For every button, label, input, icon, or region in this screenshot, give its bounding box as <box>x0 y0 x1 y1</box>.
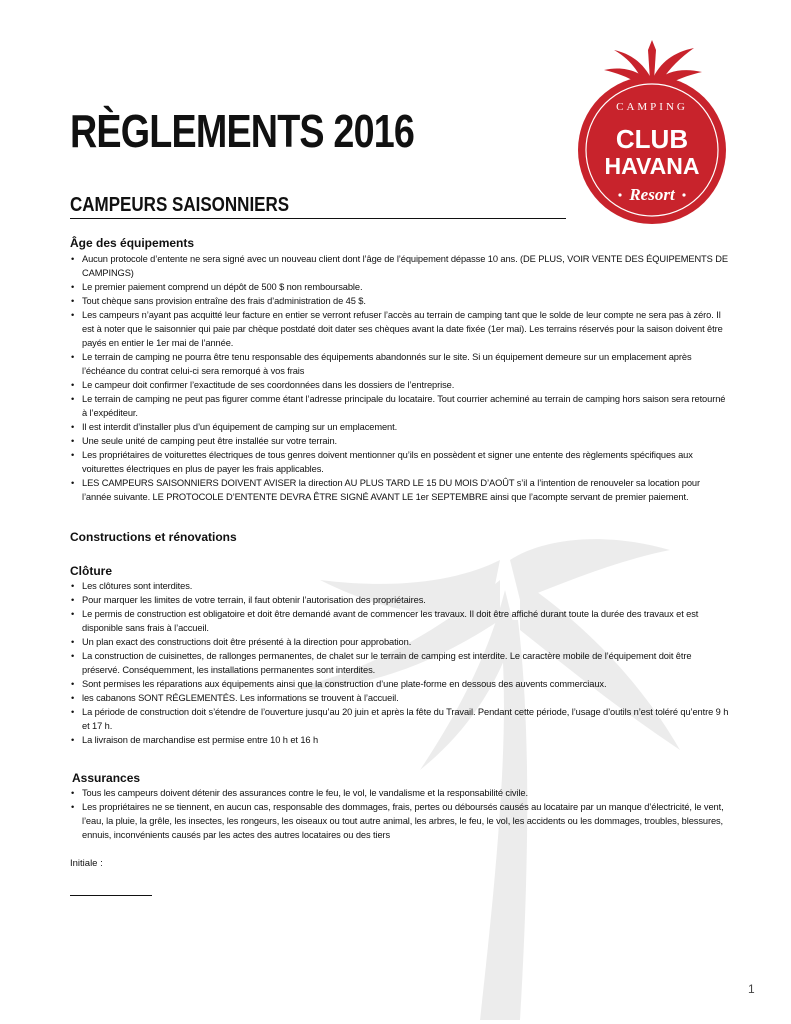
logo-club-text: CLUB <box>615 124 689 154</box>
rule-item: • Une seule unité de camping peut être installée sur votre terrain. <box>70 434 730 448</box>
rule-item: • Le premier paiement comprend un dépôt de 500 $ non remboursable. <box>70 280 730 294</box>
rule-item: • Le permis de construction est obligatoire et doit être demandé avant de commencer les travaux. Il doit être affiché durant toute la durée des travaux et est disponible sans frais à l’accueil. <box>70 607 730 635</box>
initial-signature-line[interactable] <box>70 895 152 896</box>
section-title-assurances: Assurances <box>72 771 141 785</box>
rule-item: • Les campeurs n’ayant pas acquitté leur facture en entier se verront refuser l’accès au terrain de camping tant que le solde de leur compte ne sera pas à zéro. Il est à noter que le saisonnier qui paie par chèque postdaté doit dater ses chèques avant la date fixée (1er mai). Les terrains réservés pour la saison doivent être payés en entier le 1er mai de l’année. <box>70 308 730 350</box>
rule-item: • les cabanons SONT RÉGLEMENTÉS. Les informations se trouvent à l’accueil. <box>70 691 730 705</box>
rule-item: • Le terrain de camping ne pourra être tenu responsable des équipements abandonnés sur le site. Si un équipement demeure sur un emplacement après l’échéance du contrat celui-ci sera remorqué à vos frais <box>70 350 730 378</box>
rule-item: • Un plan exact des constructions doit être présenté à la direction pour approbation. <box>70 635 730 649</box>
rule-item: • Les clôtures sont interdites. <box>70 579 730 593</box>
logo-havana-text: HAVANA <box>604 153 700 179</box>
logo-dot-left <box>618 193 621 196</box>
rule-item: • LES CAMPEURS SAISONNIERS DOIVENT AVISER la direction AU PLUS TARD LE 15 DU MOIS D’AOÛT s’il a l’intention de renouveler sa location pour l’année suivante. LE PROTOCOLE D’ENTENTE DEVRA ÊTRE SIGNÉ AVANT LE 1er SEPTEMBRE ainsi que l’acompte servant de premier paiement. <box>70 476 730 504</box>
logo-resort-text: Resort <box>629 185 675 204</box>
rule-item: • Tout chèque sans provision entraîne des frais d’administration de 45 $. <box>70 294 730 308</box>
club-havana-logo <box>574 36 730 228</box>
page-title: RÈGLEMENTS 2016 <box>70 105 415 157</box>
logo-camping-text: CAMPING <box>616 101 688 113</box>
page-number: 1 <box>748 982 755 996</box>
cloture-rules-list <box>70 579 730 747</box>
rule-item: • Le campeur doit confirmer l’exactitude de ses coordonnées dans les dossiers de l’entreprise. <box>70 378 730 392</box>
section-title-cloture: Clôture <box>70 564 112 578</box>
subtitle-block <box>70 194 566 219</box>
rule-item: • Les propriétaires ne se tiennent, en aucun cas, responsable des dommages, frais, pertes ou déboursés causés au locataire par un manque d’électricité, le vent, l’eau, la pluie, la grêle, les insectes, les rongeurs, les oiseaux ou tout autre animal, les arbres, le feu, le vol, les accidents ou les dommages, troubles, blessures, ennuis, inconvénients causés par les actes des autres locataires ou des tiers <box>70 800 730 842</box>
section-title-age: Âge des équipements <box>70 236 195 250</box>
rule-item: • La période de construction doit s’étendre de l’ouverture jusqu’au 20 juin et après la fête du Travail. Pendant cette période, l’usage d’outils n’est toléré qu’entre 9 h et 17 h. <box>70 705 730 733</box>
page-subtitle: CAMPEURS SAISONNIERS <box>70 194 290 216</box>
rule-item: • Tous les campeurs doivent détenir des assurances contre le feu, le vol, le vandalisme et la responsabilité civile. <box>70 786 730 800</box>
rule-item: • Pour marquer les limites de votre terrain, il faut obtenir l’autorisation des propriétaires. <box>70 593 730 607</box>
rule-item: • Sont permises les réparations aux équipements ainsi que la construction d’une plate-forme en dessous des auvents commerciaux. <box>70 677 730 691</box>
assurance-rules-list <box>70 786 730 842</box>
initial-label: Initiale : <box>70 858 103 869</box>
rule-item: • Le terrain de camping ne peut pas figurer comme étant l’adresse principale du locataire. Tout courrier acheminé au terrain de camping hors saison sera retourné à l’expéditeur. <box>70 392 730 420</box>
rule-item: • Les propriétaires de voiturettes électriques de tous genres doivent mentionner qu’ils en possèdent et signer une entente des règlements spécifiques aux voiturettes électriques en plus de payer les frais applicables. <box>70 448 730 476</box>
rule-item: • La construction de cuisinettes, de rallonges permanentes, de chalet sur le terrain de camping est interdite. Le caractère mobile de l’équipement doit être préservé. Conséquemment, les installations permanentes sont interdites. <box>70 649 730 677</box>
logo-dot-right <box>682 193 685 196</box>
age-rules-list <box>70 252 730 504</box>
rule-item: • La livraison de marchandise est permise entre 10 h et 16 h <box>70 733 730 747</box>
rule-item: • Aucun protocole d’entente ne sera signé avec un nouveau client dont l’âge de l’équipement dépasse 10 ans. (DE PLUS, VOIR VENTE DES ÉQUIPEMENTS DE CAMPINGS) <box>70 252 730 280</box>
section-title-constructions: Constructions et rénovations <box>70 530 237 544</box>
rule-item: • Il est interdit d’installer plus d’un équipement de camping sur un emplacement. <box>70 420 730 434</box>
